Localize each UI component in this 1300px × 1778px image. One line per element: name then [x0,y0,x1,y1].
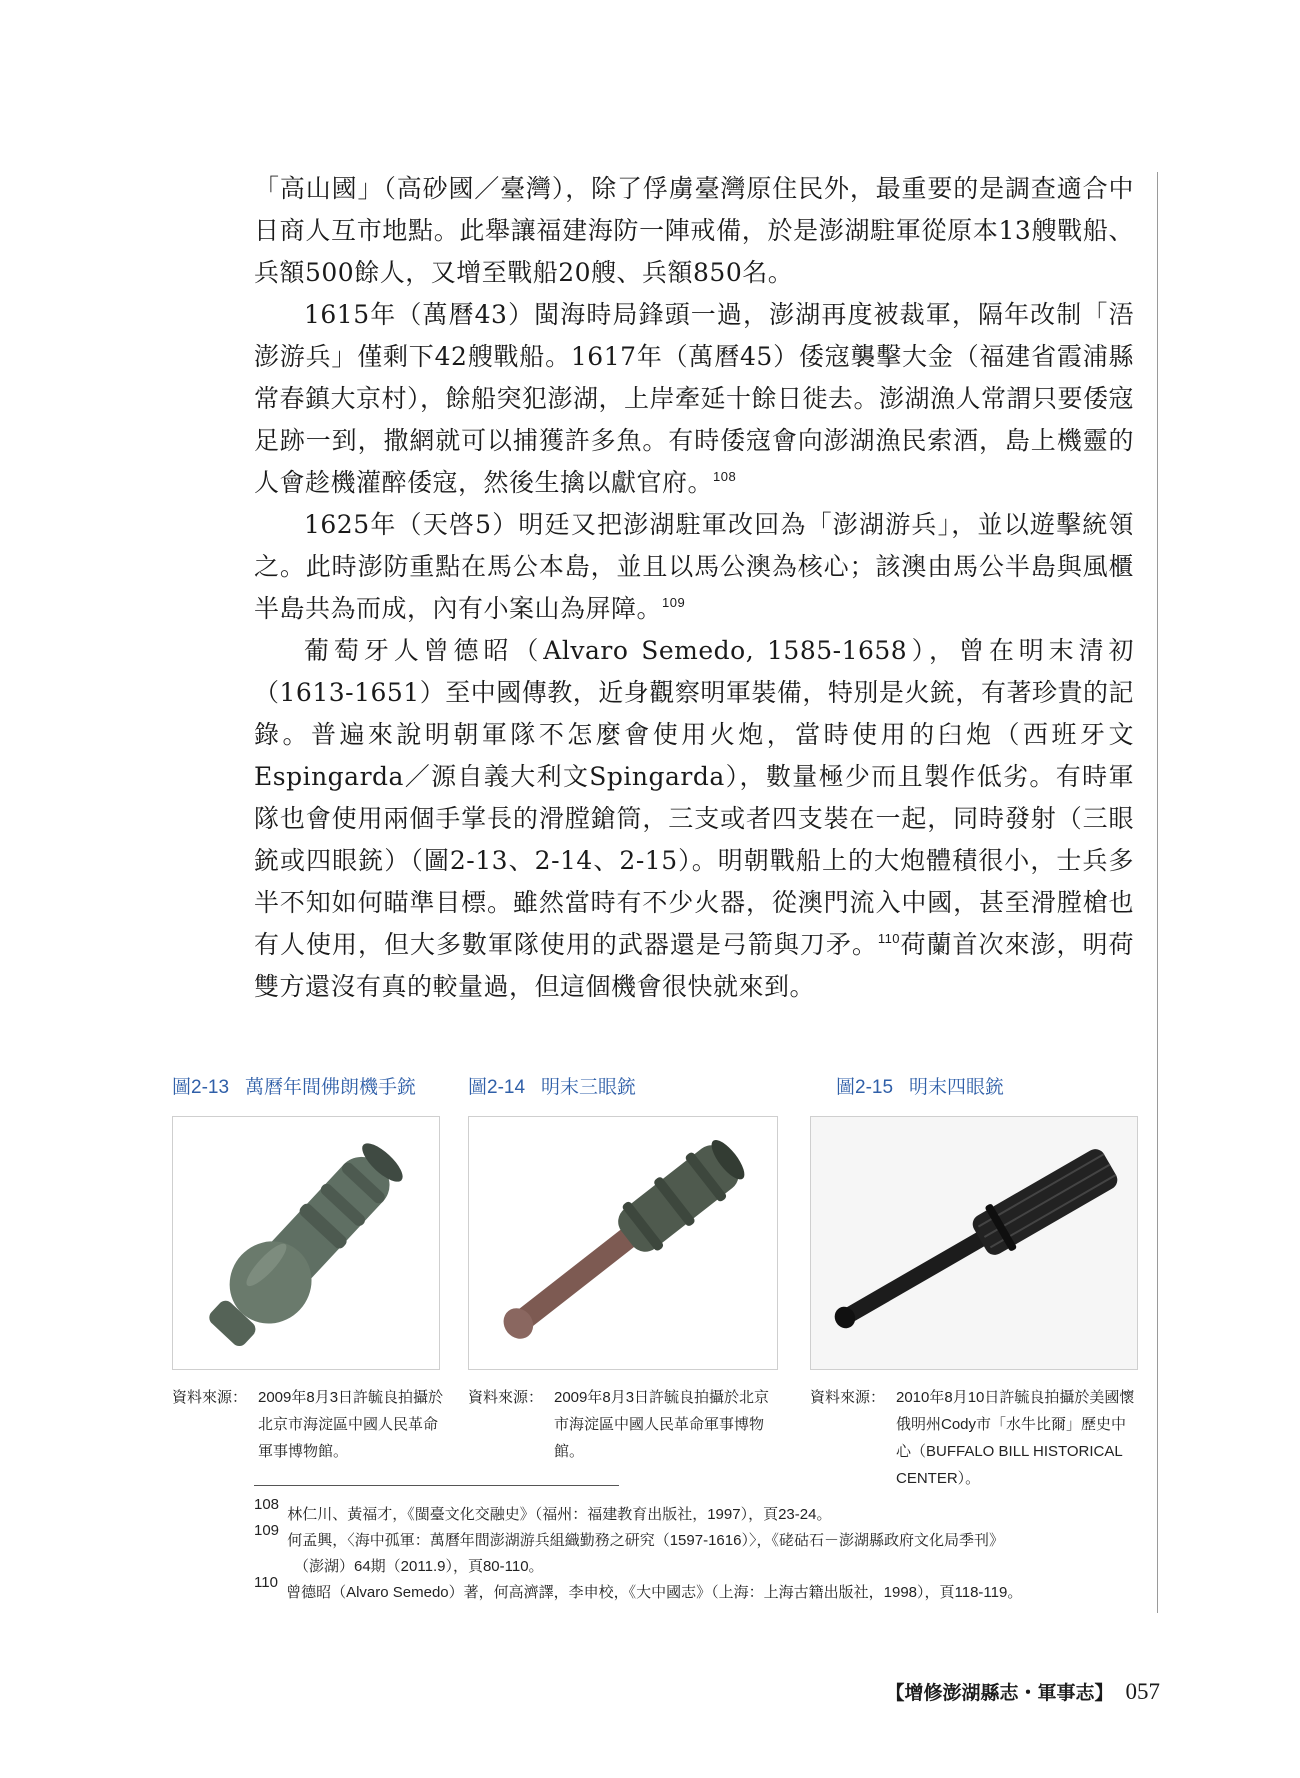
paragraph-2 [254,294,1134,504]
source-text: 2010年8月10日許毓良拍攝於美國懷俄明州Cody市「水牛比爾」歷史中心（BUFFALO BILL HISTORICAL CENTER）。 [896,1389,1135,1487]
paragraph-4 [254,630,1134,1008]
source-label: 資料來源： [172,1389,248,1406]
footnote-number: 110 [254,1574,278,1591]
right-margin-rule [1157,172,1158,1613]
source-label: 資料來源： [468,1389,544,1406]
paragraph-1 [254,168,1134,294]
footnote-text: 林仁川、黃福才，《閩臺文化交融史》（福州：福建教育出版社，1997），頁23-24。 [287,1506,832,1523]
page-number: 057 [1125,1679,1160,1704]
footnote-number: 109 [254,1522,280,1539]
photo-three-barrel-gun [468,1116,778,1370]
footnote-ref-108[interactable]: 108 [713,469,737,484]
footnote-ref-109[interactable]: 109 [662,595,686,610]
footnotes [254,1496,1154,1606]
footnote-number: 108 [254,1496,280,1513]
paragraph-4-text: 葡萄牙人曾德昭（Alvaro Semedo, 1585-1658），曾在明末清初（1613-1651）至中國傳教，近身觀察明軍裝備，特別是火銃，有著珍貴的記錄。普遍來說明朝軍隊不怎麼會使用火炮，當時使用的臼炮（西班牙文Espingarda／源自義大利文Spingarda），數量極少而且製作低劣。有時軍隊也會使用兩個手掌長的滑膛鎗筒，三支或者四支裝在一起，同時發射（三眼銃或四眼銃）（圖2-13、2-14、2-15）。明朝戰船上的大炮體積很小，士兵多半不知如何瞄準目標。雖然當時有不少火器，從澳門流入中國，甚至滑膛槍也有人使用，但大多數軍隊使用的武器還是弓箭與刀矛。 [254,636,1134,959]
figure-caption [172,1072,416,1100]
figure-number: 圖2-13 [172,1077,230,1098]
page-footer [885,1678,1160,1705]
footnote-divider [254,1485,619,1486]
source-text: 2009年8月3日許毓良拍攝於北京市海淀區中國人民革命軍事博物館。 [258,1389,444,1460]
footer-title: 【增修澎湖縣志・軍事志】 [885,1682,1114,1704]
paragraph-4-text-end: 荷蘭首次來澎，明荷雙方還沒有真的較量過，但這個機會很快就來到。 [254,930,1134,1001]
source-text: 2009年8月3日許毓良拍攝於北京市海淀區中國人民革命軍事博物館。 [554,1389,770,1460]
figure-title: 萬曆年間佛朗機手銃 [245,1077,417,1098]
photo-handgun [172,1116,440,1370]
paragraph-3-text: 1625年（天啓5）明廷又把澎湖駐軍改回為「澎湖游兵」，並以遊擊統領之。此時澎防重點在馬公本島，並且以馬公澳為核心；該澳由馬公半島與風櫃半島共為而成，內有小案山為屏障。 [254,510,1134,623]
figure-number: 圖2-15 [836,1077,894,1098]
figure-title: 明末四眼銃 [909,1077,1005,1098]
figure-caption [468,1072,636,1100]
footnote-110 [254,1574,1154,1606]
figure-number: 圖2-14 [468,1077,526,1098]
figure-caption [810,1072,1004,1100]
paragraph-2-text: 1615年（萬曆43）閩海時局鋒頭一過，澎湖再度被裁軍，隔年改制「浯澎游兵」僅剩下42艘戰船。1617年（萬曆45）倭寇襲擊大金（福建省霞浦縣常春鎮大京村），餘船突犯澎湖，上岸牽延十餘日徙去。澎湖漁人常謂只要倭寇足跡一到，撒網就可以捕獲許多魚。有時倭寇會向澎湖漁民索酒，島上機靈的人會趁機灌醉倭寇，然後生擒以獻官府。 [254,300,1135,497]
paragraph-1-text: 「高山國」（高砂國／臺灣），除了俘虜臺灣原住民外，最重要的是調查適合中日商人互市地點。此舉讓福建海防一陣戒備，於是澎湖駐軍從原本13艘戰船、兵額500餘人，又增至戰船20艘、兵額850名。 [254,174,1134,287]
footnote-108 [254,1496,1154,1528]
footnote-text: 何孟興，〈海中孤軍：萬曆年間澎湖游兵組織勤務之研究（1597-1616）〉，《硓𥑮石－澎湖縣政府文化局季刊》 [287,1532,1004,1549]
figure-2-13 [172,1072,444,1460]
footnote-109 [254,1522,1154,1580]
figure-2-15 [810,1072,1135,1487]
footnote-text: 曾德昭（Alvaro Semedo）著，何高濟譯，李申校，《大中國志》（上海：上海古籍出版社，1998），頁118-119。 [286,1584,1023,1601]
figure-2-14 [468,1072,770,1460]
figure-title: 明末三眼銃 [541,1077,637,1098]
body-text [254,168,1134,1008]
paragraph-3 [254,504,1134,630]
footnote-ref-110[interactable]: 110 [877,931,901,946]
photo-four-barrel-gun [810,1116,1138,1370]
source-label: 資料來源： [810,1389,886,1406]
footnote-text-continued: （澎湖）64期（2011.9），頁80-110。 [294,1558,544,1575]
